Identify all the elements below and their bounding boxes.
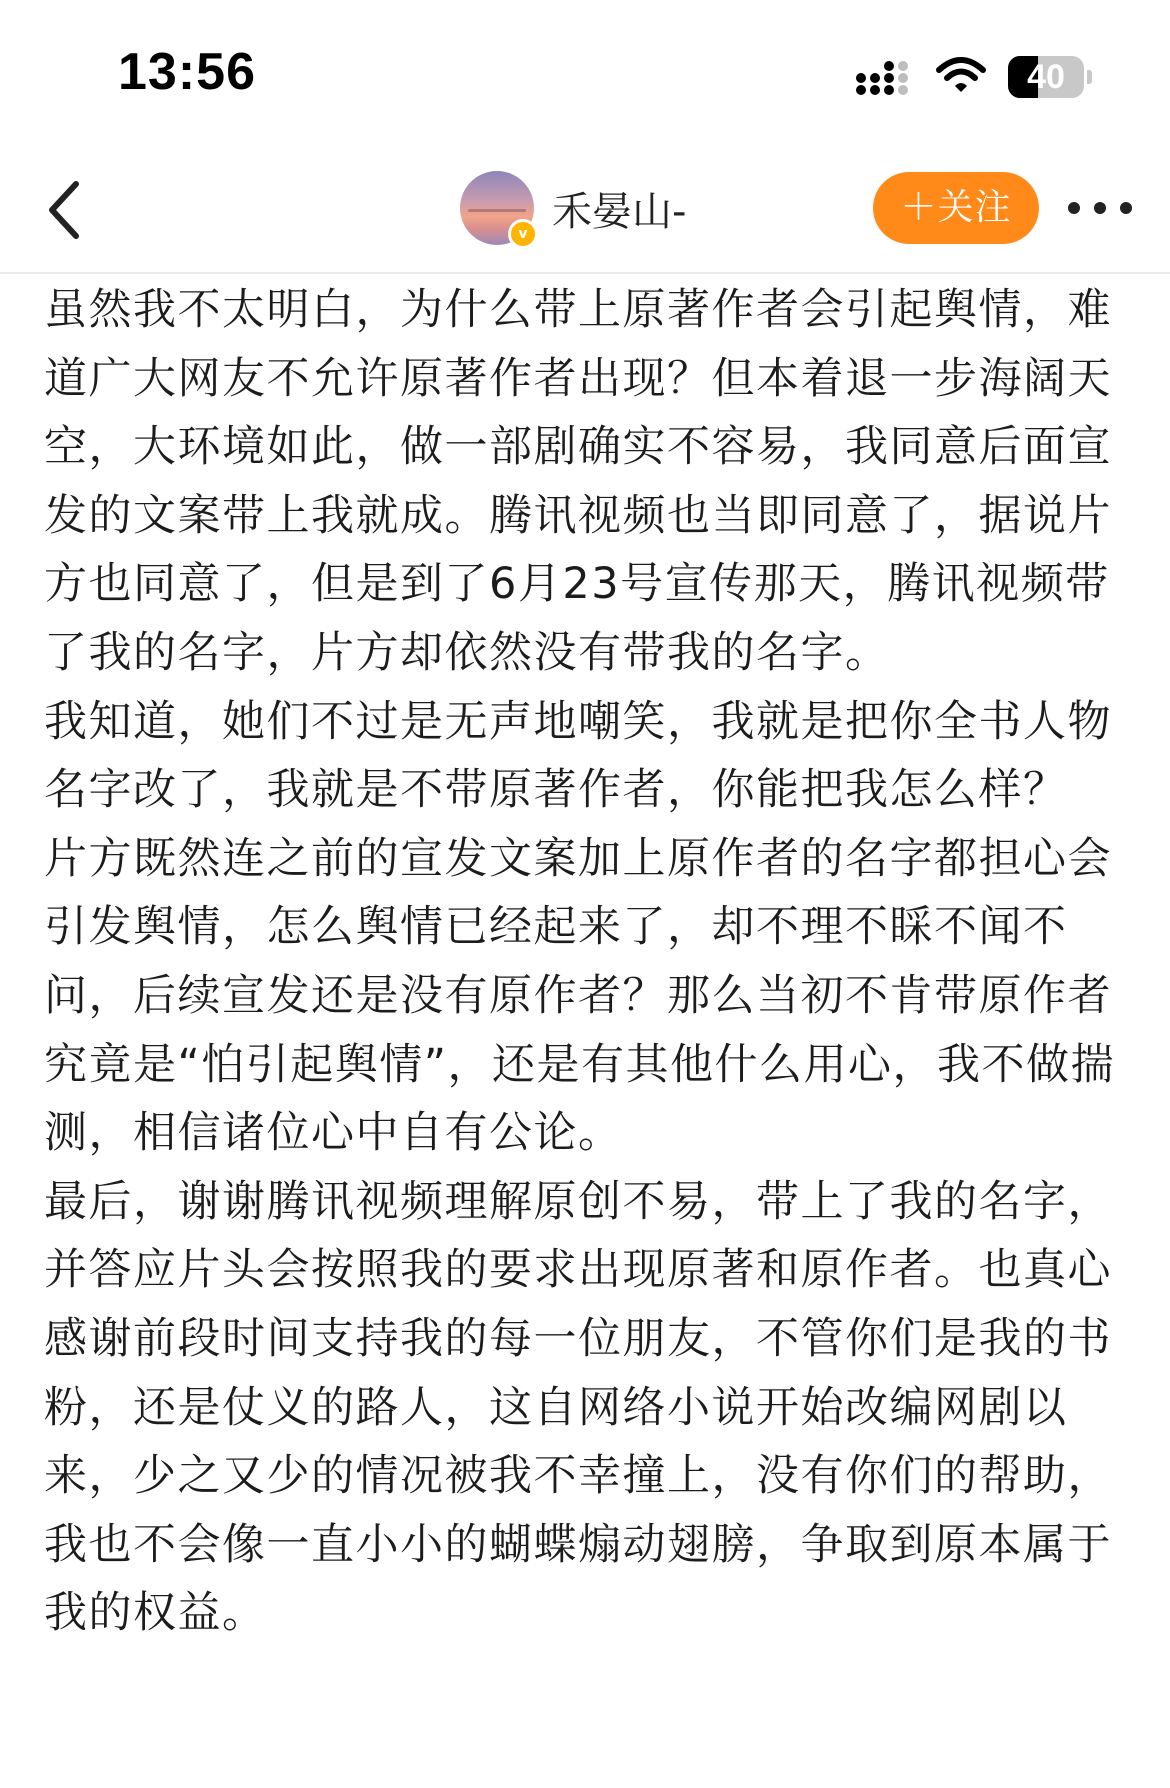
battery-level: 40 bbox=[1027, 58, 1065, 96]
more-button[interactable] bbox=[1060, 180, 1140, 236]
follow-button[interactable]: ＋关注 bbox=[873, 172, 1039, 244]
post-paragraph-2: 我知道，她们不过是无声地嘲笑，我就是把你全书人物名字改了，我就是不带原著作者，你能把我怎么样？ bbox=[44, 696, 1112, 816]
verified-badge-icon: v bbox=[508, 219, 538, 249]
back-button[interactable] bbox=[28, 170, 108, 250]
status-bar bbox=[0, 0, 1170, 150]
battery-cap bbox=[1087, 70, 1092, 84]
avatar[interactable] bbox=[460, 171, 534, 245]
post-paragraph-4: 最后，谢谢腾讯视频理解原创不易，带上了我的名字，并答应片头会按照我的要求出现原著和原作者。也真心感谢前段时间支持我的每一位朋友，不管你们是我的书粉，还是仗义的路人，这自网络小说开始改编网剧以来，少之又少的情况被我不幸撞上，没有你们的帮助，我也不会像一直小小的蝴蝶煽动翅膀，争取到原本属于我的权益。 bbox=[44, 1176, 1112, 1639]
author-block[interactable] bbox=[460, 170, 686, 246]
avatar-horizon bbox=[468, 209, 526, 212]
post-body bbox=[44, 276, 1134, 1648]
signal-icon bbox=[855, 58, 917, 98]
post-paragraph-3: 片方既然连之前的宣发文案加上原作者的名字都担心会引发舆情，怎么舆情已经起来了，却不理不睬不闻不问，后续宣发还是没有原作者？那么当初不肯带原作者究竟是“怕引起舆情”，还是有其他什么用心，我不做揣测，相信诸位心中自有公论。 bbox=[44, 833, 1116, 1159]
battery-icon bbox=[1008, 56, 1092, 98]
more-dots-icon bbox=[1060, 180, 1140, 236]
nav-bar bbox=[0, 150, 1170, 274]
wifi-icon bbox=[935, 56, 987, 96]
chevron-left-icon bbox=[28, 170, 108, 250]
author-name[interactable]: 禾晏山- bbox=[552, 188, 687, 235]
post-paragraph-1: 虽然我不太明白，为什么带上原著作者会引起舆情，难道广大网友不允许原著作者出现？但本着退一步海阔天空，大环境如此，做一部剧确实不容易，我同意后面宣发的文案带上我就成。腾讯视频也当即同意了，据说片方也同意了，但是到了6月23号宣传那天，腾讯视频带了我的名字，片方却依然没有带我的名字。 bbox=[44, 285, 1112, 678]
status-time: 13:56 bbox=[118, 43, 256, 101]
battery-body bbox=[1008, 56, 1084, 98]
